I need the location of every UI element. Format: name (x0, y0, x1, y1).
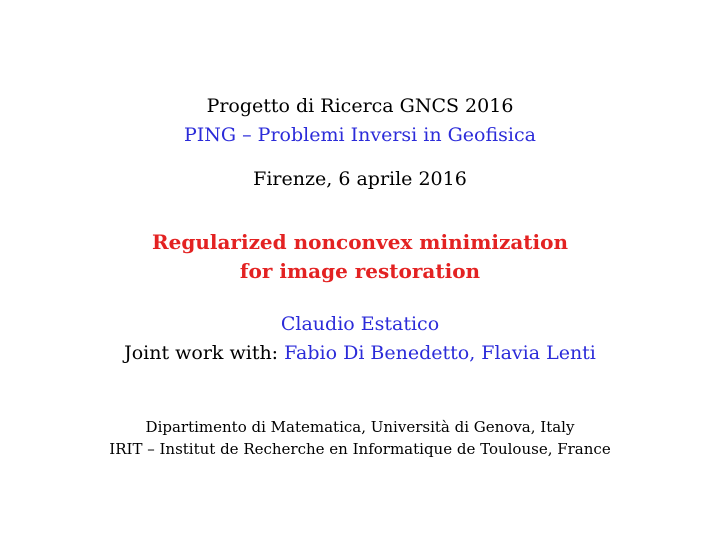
talk-title-line-1: Regularized nonconvex minimization (152, 230, 568, 254)
speaker-name: Claudio Estatico (280, 313, 440, 335)
event-date: Firenze, 6 aprile 2016 (253, 168, 467, 190)
joint-work-line (0, 342, 720, 364)
affiliation-genova: Dipartimento di Matematica, Università di Genova, Italy (145, 418, 575, 436)
coauthor-names: Fabio Di Benedetto, Flavia Lenti (284, 342, 596, 364)
project-subtitle: PING – Problemi Inversi in Geofisica (184, 124, 536, 146)
affiliation-irit: IRIT – Institut de Recherche en Informatique de Toulouse, France (109, 440, 611, 458)
project-name: Progetto di Ricerca GNCS 2016 (206, 95, 514, 117)
talk-title-line-2: for image restoration (239, 259, 481, 283)
joint-work-label: Joint work with: (124, 342, 279, 364)
